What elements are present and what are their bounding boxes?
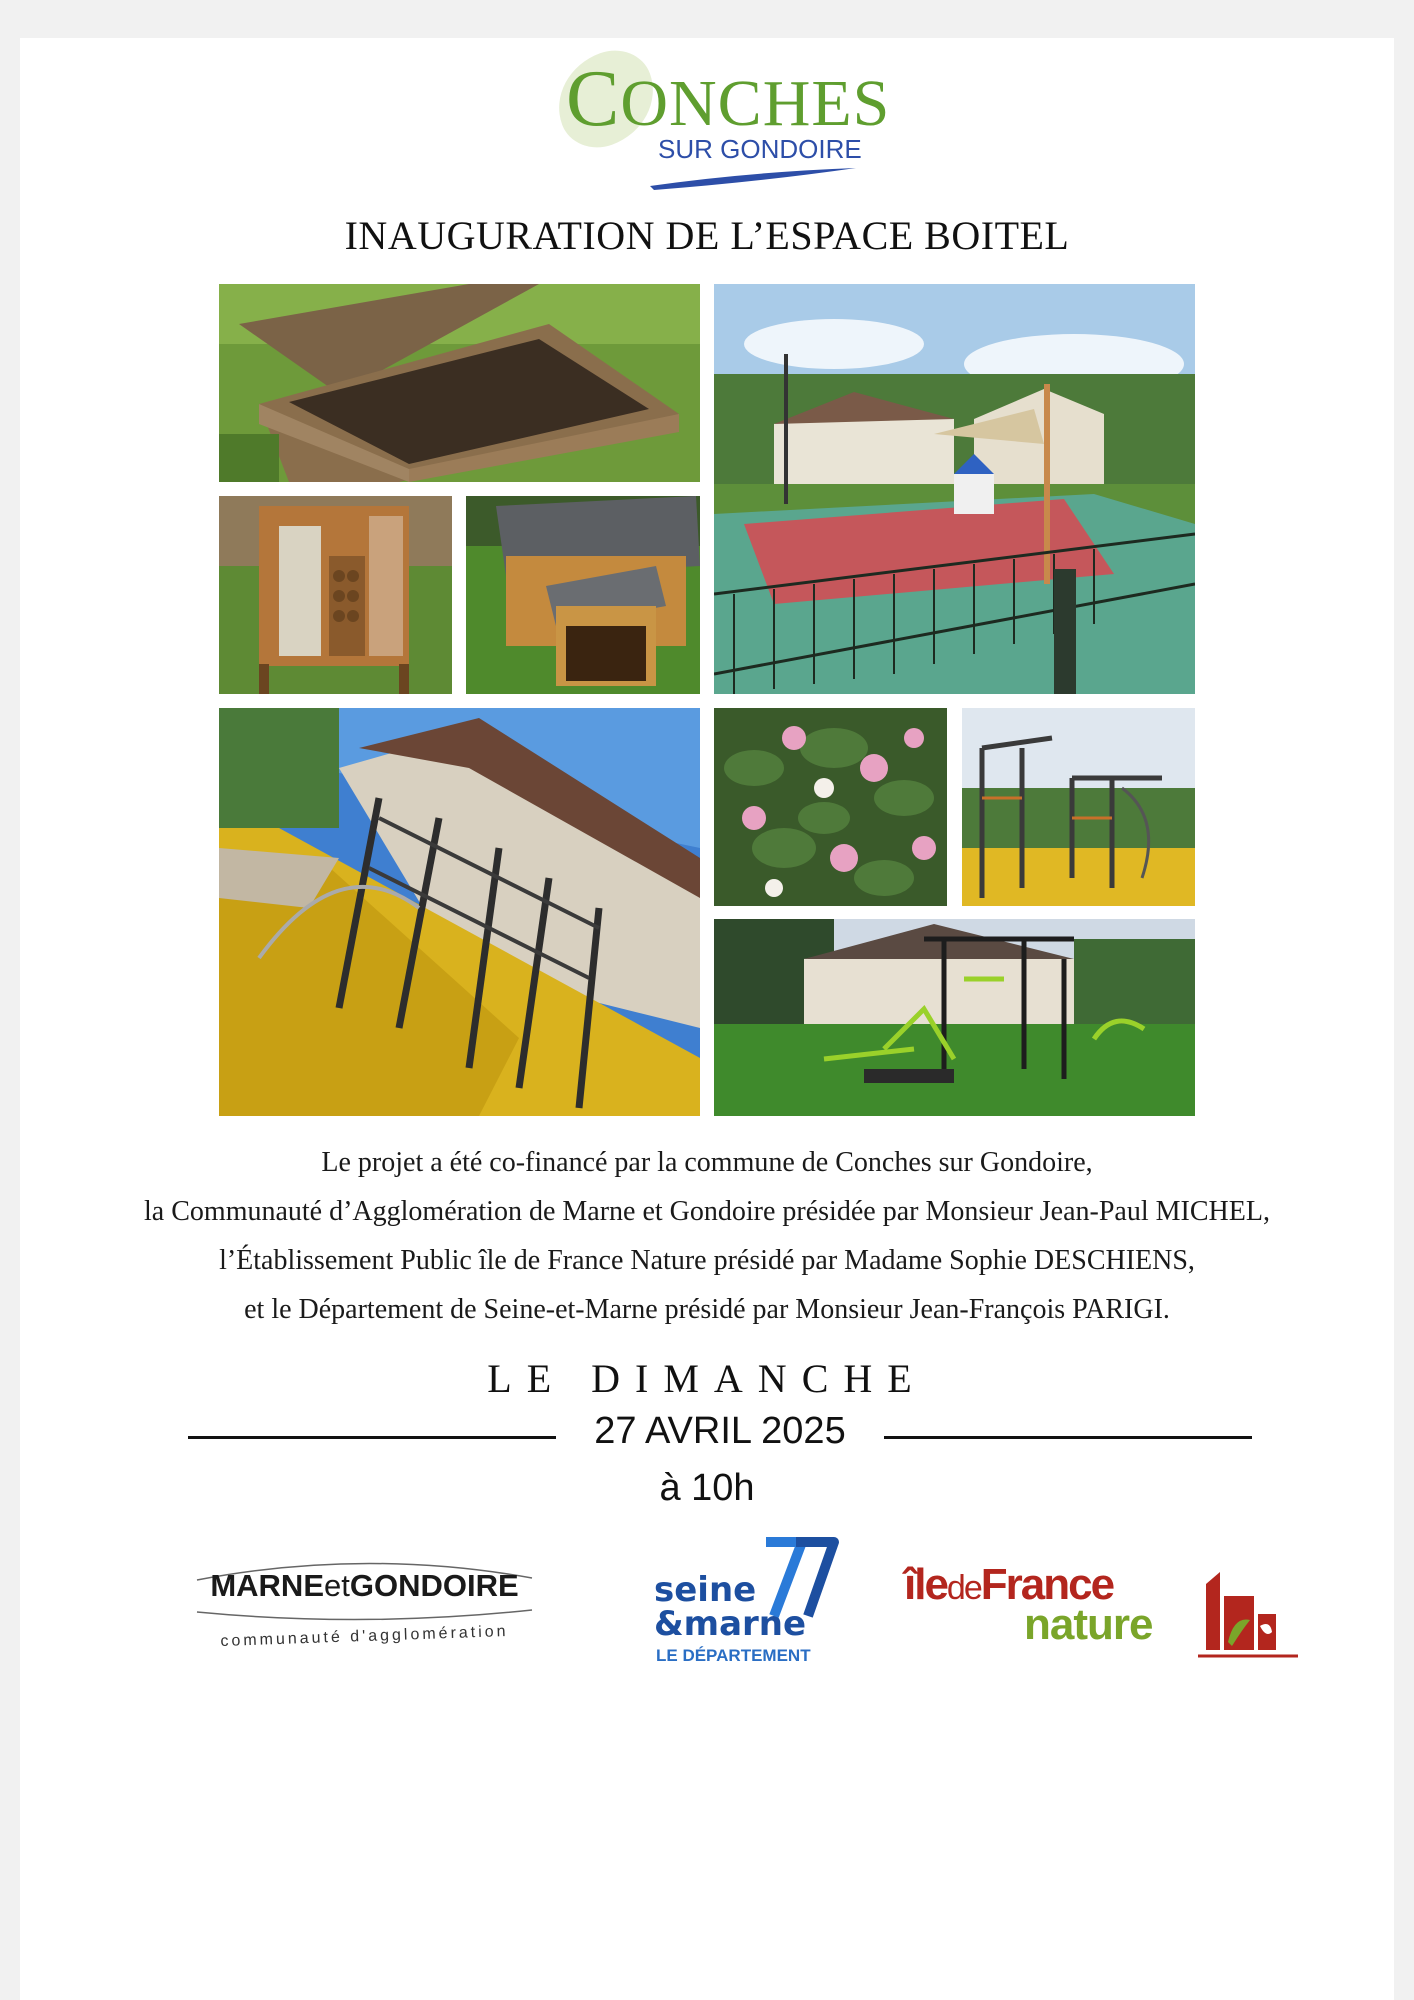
ile-de-france-nature-logo: [900, 1560, 1300, 1670]
funding-line-3: l’Établissement Public île de France Nature présidé par Madame Sophie DESCHIENS,: [219, 1245, 1195, 1276]
funding-line-4: et le Département de Seine-et-Marne présidé par Monsieur Jean-François PARIGI.: [244, 1294, 1170, 1325]
logo-name: CONCHES: [566, 55, 891, 143]
photo-playground: [714, 284, 1195, 694]
idf-name: îledeFrance: [904, 1560, 1114, 1609]
idf-nature-emblem: [1198, 1566, 1298, 1666]
event-day: LE DIMANCHE: [487, 1356, 927, 1401]
seine-et-marne-logo: [648, 1536, 848, 1666]
marne-gondoire-name: MARNEetGONDOIRE: [210, 1568, 519, 1603]
logo-swoosh: [648, 164, 858, 190]
photo-flowering-shrub: [714, 708, 947, 906]
date-divider-right: [884, 1436, 1252, 1439]
page-title: INAUGURATION DE L’ESPACE BOITEL: [344, 213, 1070, 258]
photo-insect-hotel: [219, 496, 452, 694]
conches-logo: [548, 52, 891, 187]
photo-calisthenics-structure: [962, 708, 1195, 906]
photo-hedgehog-house: [466, 496, 700, 694]
logo-subtitle: SUR GONDOIRE: [658, 134, 862, 164]
marne-gondoire-logo: [192, 1550, 537, 1670]
funding-line-2: la Communauté d’Agglomération de Marne et Gondoire présidée par Monsieur Jean-Paul MICHEL,: [144, 1196, 1270, 1227]
seine-et-marne-line1: seine: [654, 1570, 757, 1610]
event-date-row: [188, 1410, 1252, 1462]
photo-fitness-equipment: [714, 919, 1195, 1116]
event-date: 27 AVRIL 2025: [594, 1410, 846, 1452]
marne-gondoire-subtitle: communauté d'agglomération: [220, 1622, 509, 1651]
photo-raised-garden-beds: [219, 284, 700, 482]
number-77-mark: [760, 1536, 840, 1626]
funding-line-1: Le projet a été co-financé par la commune de Conches sur Gondoire,: [321, 1147, 1093, 1178]
seine-et-marne-subtitle: LE DÉPARTEMENT: [656, 1646, 811, 1665]
event-time: à 10h: [659, 1467, 755, 1509]
photo-outdoor-fitness-bars: [219, 708, 700, 1116]
seine-et-marne-line2: &marne: [654, 1604, 807, 1644]
idf-nature-word: nature: [1024, 1600, 1153, 1649]
funding-paragraph: [0, 1138, 1414, 1334]
